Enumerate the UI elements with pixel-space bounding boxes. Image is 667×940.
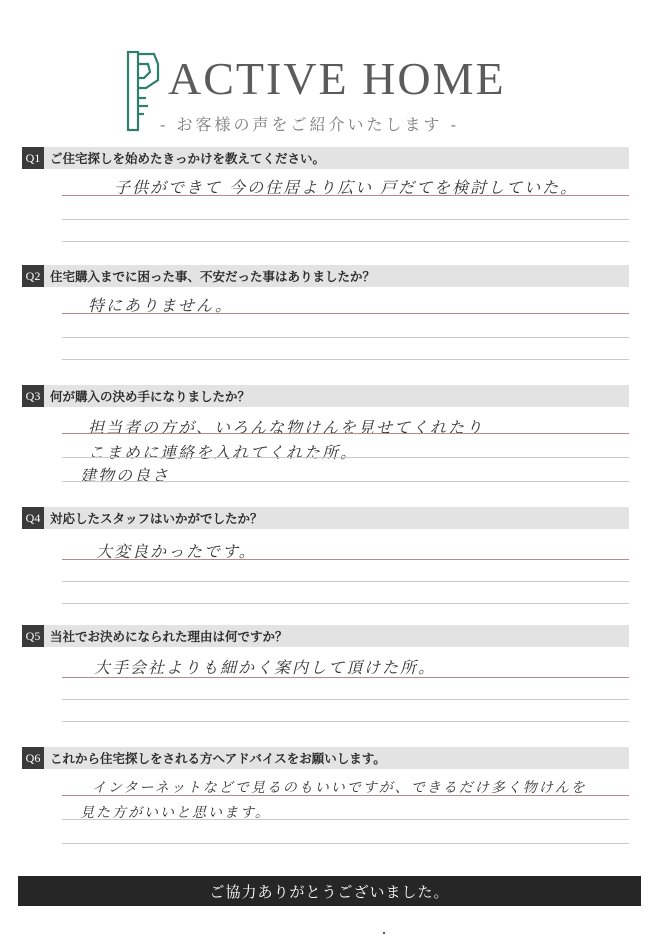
question-text: 当社でお決めになられた理由は何ですか？ [50,629,288,644]
ruled-line [62,603,629,604]
handwritten-answer: 担当者の方が、いろんな物けんを見せてくれたり [88,418,485,437]
question-text: これから住宅探しをされる方へアドバイスをお願いします。 [50,751,386,766]
handwritten-answer: 大変良かったです。 [96,542,257,561]
page-mark [383,932,385,934]
ruled-line [62,195,629,196]
question-bar [25,747,629,769]
question-text: 住宅購入までに困った事、不安だった事はありましたか？ [50,269,376,284]
footer-text: ご協力ありがとうございました。 [209,882,450,901]
handwritten-answer: インターネットなどで見るのもいいですが、できるだけ多く物けんを [92,780,587,796]
ruled-line [62,481,629,482]
question-block-q3 [25,385,629,485]
question-number: Q1 [22,147,44,169]
brand-title: ACTIVE HOME [168,53,506,104]
ruled-line [62,559,629,560]
ruled-line [62,433,629,434]
question-bar [25,625,629,647]
question-block-q1 [25,147,629,197]
question-bar [25,385,629,407]
ruled-line [62,581,629,582]
question-bar [25,265,629,287]
question-number: Q5 [22,625,44,647]
question-block-q2 [25,265,629,315]
question-bar [25,147,629,169]
tagline: - お客様の声をご紹介いたします - [160,115,459,134]
handwritten-answer: こまめに連絡を入れてくれた所。 [88,443,359,462]
handwritten-answer: 大手会社よりも細かく案内して頂けた所。 [94,658,437,677]
key-house-logo-icon [124,50,162,136]
handwritten-answer: 見た方がいいと思います。 [80,805,271,821]
question-text: 対応したスタッフはいかがでしたか？ [50,511,263,526]
ruled-line [62,721,629,722]
ruled-line [62,457,629,458]
ruled-line [62,819,629,820]
question-number: Q3 [22,385,44,407]
question-number: Q2 [22,265,44,287]
handwritten-answer: 子供ができて 今の住居より広い 戸だてを検討していた。 [114,178,579,197]
question-number: Q6 [22,747,44,769]
question-bar [25,507,629,529]
question-block-q4 [25,507,629,561]
question-text: 何が購入の決め手になりましたか？ [50,389,251,404]
ruled-line [62,313,629,314]
ruled-line [62,241,629,242]
question-block-q6 [25,747,629,821]
handwritten-answer: 特にありません。 [88,296,233,315]
ruled-line [62,699,629,700]
question-block-q5 [25,625,629,677]
ruled-line [62,843,629,844]
thank-you-footer [18,876,641,906]
ruled-line [62,219,629,220]
question-text: ご住宅探しを始めたきっかけを教えてください。 [50,151,326,166]
ruled-line [62,337,629,338]
ruled-line [62,359,629,360]
handwritten-answer: 建物の良さ [80,466,171,485]
question-number: Q4 [22,507,44,529]
ruled-line [62,795,629,796]
ruled-line [62,677,629,678]
